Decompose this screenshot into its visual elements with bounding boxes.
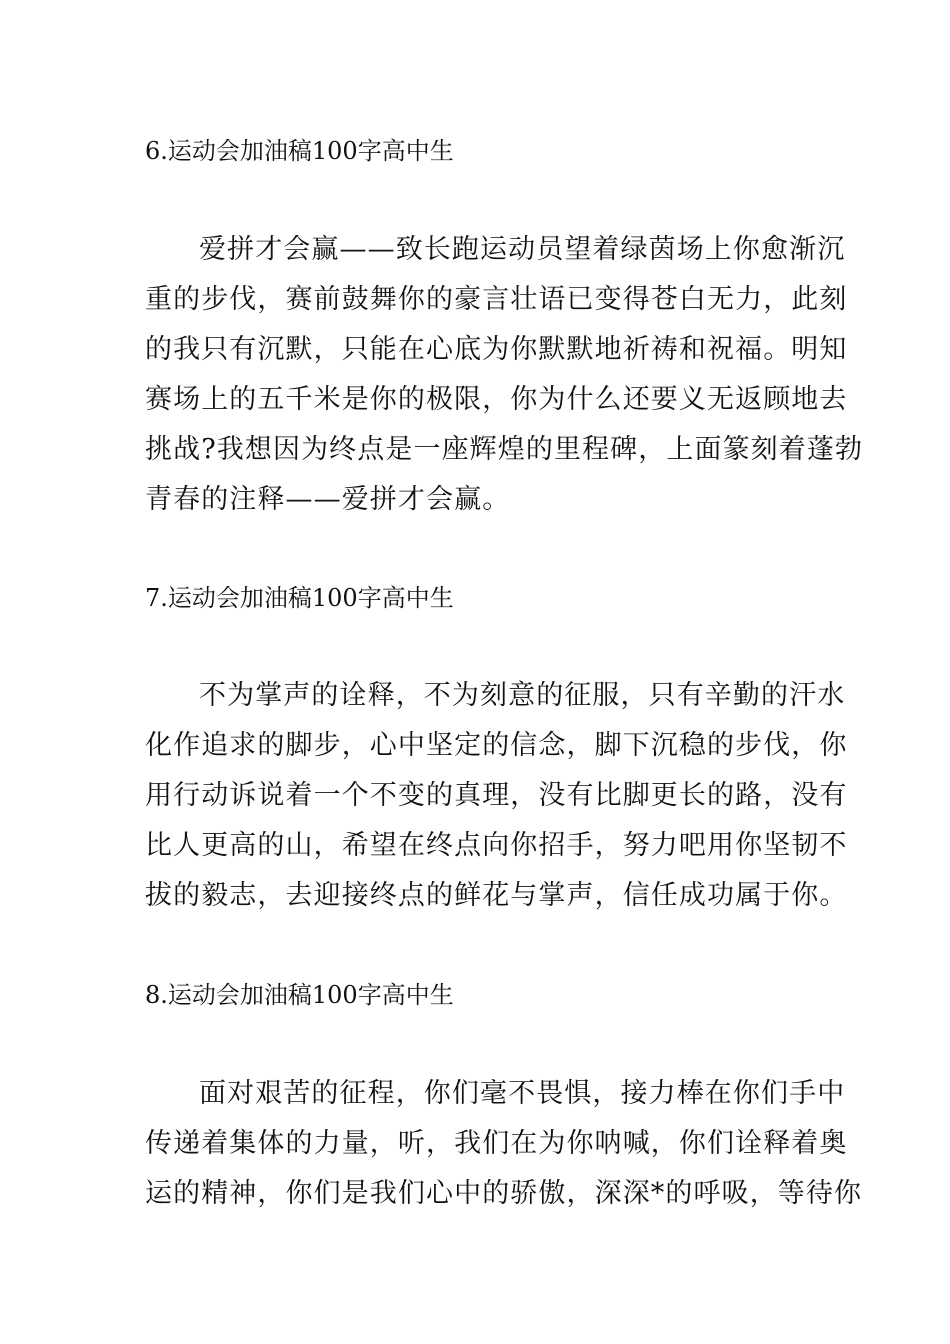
- section-paragraph-7: [145, 671, 848, 921]
- paragraph-line: 挑战?我想因为终点是一座辉煌的里程碑，上面篆刻着蓬勃: [145, 434, 864, 465]
- paragraph-line: 青春的注释——爱拼才会赢。: [145, 484, 511, 515]
- paragraph-line: 重的步伐，赛前鼓舞你的豪言壮语已变得苍白无力，此刻: [145, 284, 848, 315]
- paragraph-line: 不为掌声的诠释，不为刻意的征服，只有辛勤的汗水: [199, 680, 846, 711]
- section-heading-6: 6.运动会加油稿100字高中生: [145, 137, 454, 165]
- paragraph-line: 面对艰苦的征程，你们毫不畏惧，接力棒在你们手中: [199, 1078, 846, 1109]
- paragraph-line: 比人更高的山，希望在终点向你招手，努力吧用你坚韧不: [145, 830, 848, 861]
- paragraph-line: 拔的毅志，去迎接终点的鲜花与掌声，信任成功属于你。: [145, 880, 848, 911]
- section-paragraph-8: [145, 1069, 863, 1219]
- section-heading-7: 7.运动会加油稿100字高中生: [145, 584, 454, 612]
- paragraph-line: 化作追求的脚步，心中坚定的信念，脚下沉稳的步伐，你: [145, 730, 848, 761]
- paragraph-line: 运的精神，你们是我们心中的骄傲，深深*的呼吸，等待你: [145, 1178, 863, 1209]
- paragraph-line: 用行动诉说着一个不变的真理，没有比脚更长的路，没有: [145, 780, 848, 811]
- section-heading-8: 8.运动会加油稿100字高中生: [145, 981, 454, 1009]
- paragraph-line: 传递着集体的力量，听，我们在为你呐喊，你们诠释着奥: [145, 1128, 848, 1159]
- paragraph-line: 赛场上的五千米是你的极限，你为什么还要义无返顾地去: [145, 384, 848, 415]
- paragraph-line: 爱拼才会赢——致长跑运动员望着绿茵场上你愈渐沉: [199, 234, 846, 265]
- section-paragraph-6: [145, 225, 864, 525]
- paragraph-line: 的我只有沉默，只能在心底为你默默地祈祷和祝福。明知: [145, 334, 848, 365]
